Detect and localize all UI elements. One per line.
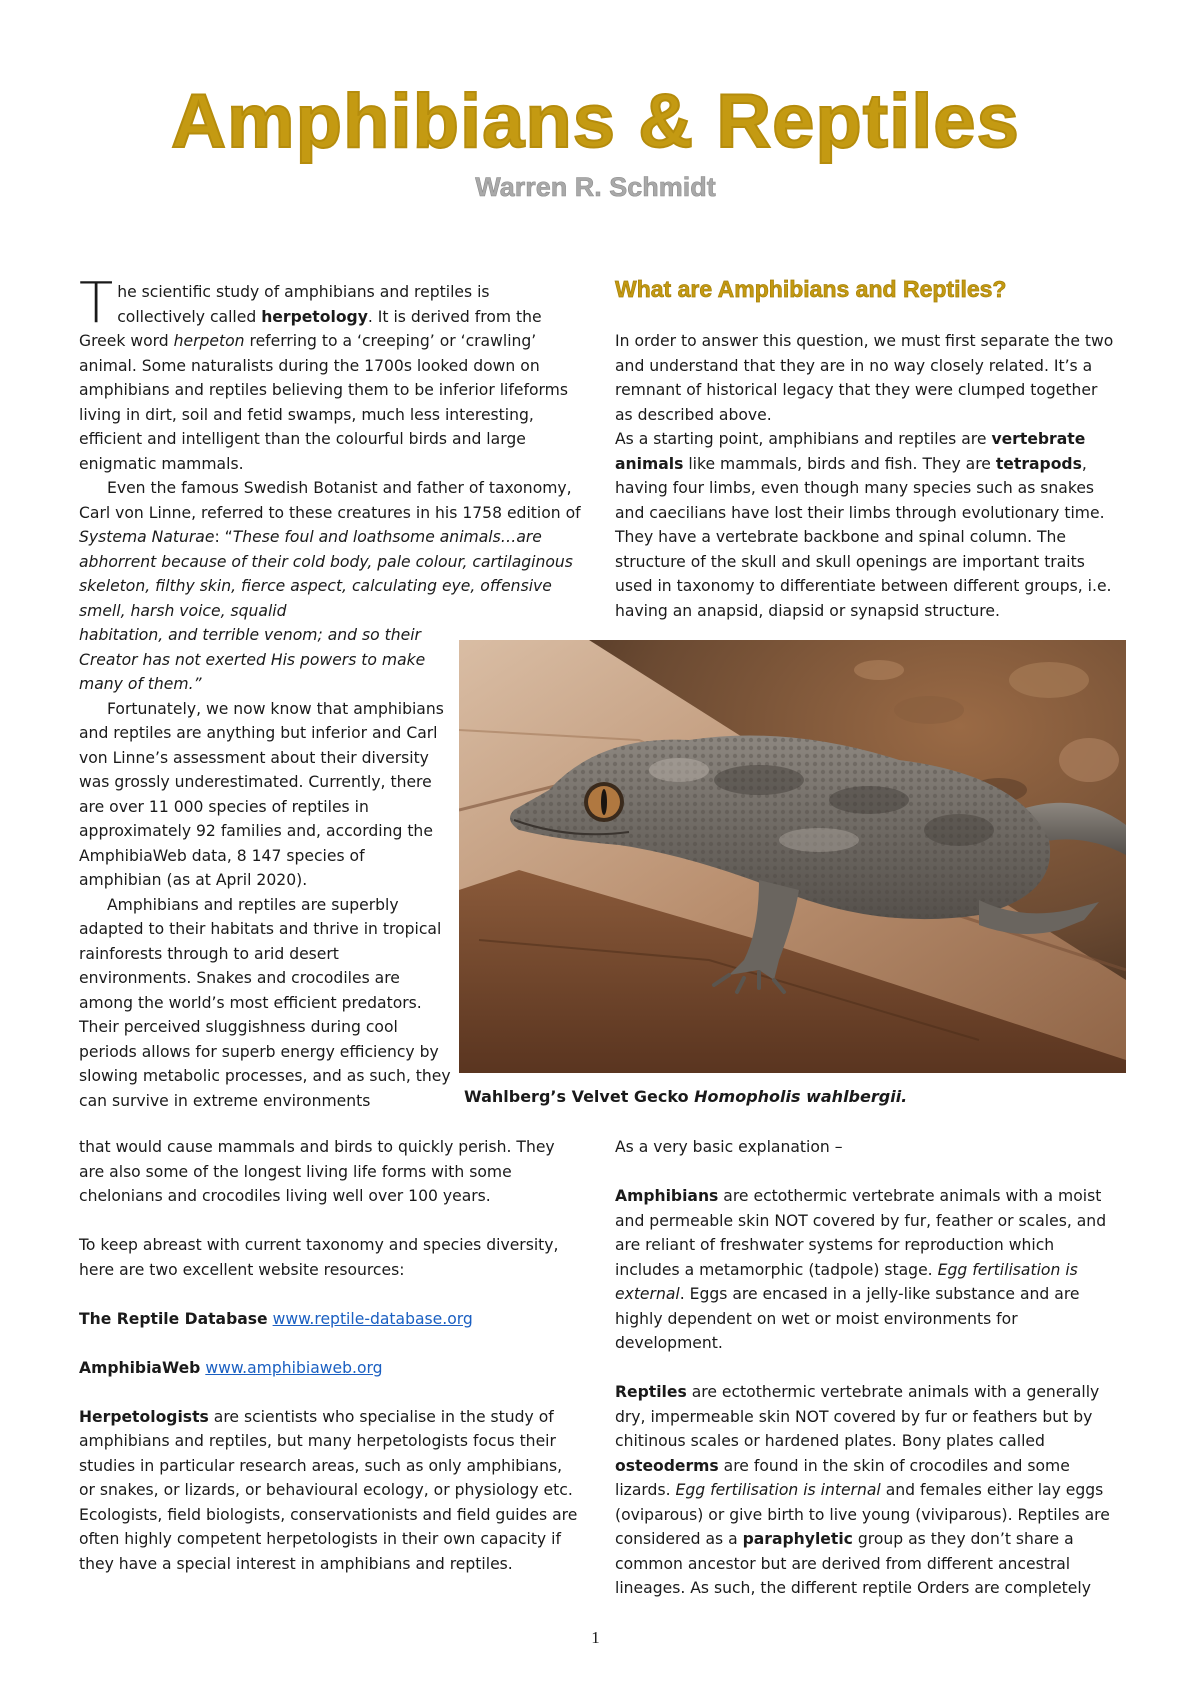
drop-cap: T [79,271,114,336]
diversity-paragraph: Fortunately, we now know that amphibians and reptiles are anything but inferior and Carl von Linne’s assessment about their diversity was grossly underestimated. Currently, there are over 11 000 species of reptiles in approximately 92 families and, according the AmphibiaWeb data, 8 147 species of amphibian (as at April 2020). [79,699,444,889]
page-number: 1 [591,1628,600,1647]
section-heading: What are Amphibians and Reptiles? [615,276,1007,302]
left-column-bottom [79,1135,581,1576]
left-column-narrow [79,623,452,1113]
intro-paragraph: The scientific study of amphibians and reptiles is collectively called herpetology. It is derived from the Greek word herpeton referring to a ‘creeping’ or ‘crawling’ animal. Some naturalists during the 1700s looked down on amphibians and reptiles believing them to be inferior lifeforms living in dirt, soil and fetid swamps, much less interesting, efficient and intelligent than the colourful birds and large enigmatic mammals. [79,271,568,473]
left-column-top [79,271,581,623]
resource-reptile-database: The Reptile Database www.reptile-database.org [79,1309,473,1328]
resources-intro: To keep abreast with current taxonomy and species diversity, here are two excellent website resources: [79,1236,559,1279]
author-byline: Warren R. Schmidt [475,172,716,202]
herpetologists-paragraph: Herpetologists are scientists who specialise in the study of amphibians and reptiles, but many herpetologists focus their studies in particular research areas, such as only amphibians, or snakes, or lizards, or behavioural ecology, or physiology etc. Ecologists, field biologists, conservationists and field guides are often highly competent herpetologists in their own capacity if they have a special interest in amphibians and reptiles. [79,1407,578,1573]
linne-paragraph: Even the famous Swedish Botanist and father of taxonomy, Carl von Linne, referred to these creatures in his 1758 edition of Systema Naturae: “These foul and loathsome animals…are abhorrent because of their cold body, pale colour, cartilaginous skeleton, filthy skin, fierce aspect, calculating eye, offensive smell, harsh voice, squalid [79,479,581,620]
reptiles-definition: Reptiles are ectothermic vertebrate animals with a generally dry, impermeable skin NOT covered by fur or feathers but by chitinous scales or hardened plates. Bony plates called osteoderms are found in the skin of crocodiles and some lizards. Egg fertilisation is internal and females either lay eggs (oviparous) or give birth to live young (viviparous). Reptiles are considered as a paraphyletic group as they don’t share a common ancestor but are derived from different ancestral lineages. As such, the different reptile Orders are completely [615,1383,1110,1597]
amphibiaweb-link[interactable]: www.amphibiaweb.org [205,1358,383,1377]
amphibians-definition: Amphibians are ectothermic vertebrate animals with a moist and permeable skin NOT covered by fur, feather or scales, and are reliant of freshwater systems for reproduction which includes a metamorphic (tadpole) stage. Egg fertilisation is external. Eggs are encased in a jelly-like substance and are highly dependent on wet or moist environments for development. [615,1187,1107,1352]
photo-caption: Wahlberg’s Velvet Gecko Homopholis wahlbergii. [464,1087,908,1106]
separation-paragraph: In order to answer this question, we must first separate the two and understand that they are in no way closely related. It’s a remnant of historical legacy that they were clumped together as described above. [615,332,1114,424]
basic-explanation-intro: As a very basic explanation – [615,1138,843,1156]
page-title: Amphibians & Reptiles [171,79,1020,164]
linne-quote-end: habitation, and terrible venom; and so their Creator has not exerted His powers to make many of them.” [79,626,426,693]
adaptation-paragraph-end: that would cause mammals and birds to quickly perish. They are also some of the longest living life forms with some chelonians and crocodiles living well over 100 years. [79,1138,555,1205]
vertebrate-paragraph: As a starting point, amphibians and reptiles are vertebrate animals like mammals, birds and fish. They are tetrapods, having four limbs, even though many species such as snakes and caecilians have lost their limbs through evolutionary time. They have a vertebrate backbone and spinal column. The structure of the skull and skull openings are important traits used in taxonomy to differentiate between different groups, i.e. having an anapsid, diapsid or synapsid structure. [615,430,1112,620]
adaptation-paragraph: Amphibians and reptiles are superbly adapted to their habitats and thrive in tropical rainforests through to arid desert environments. Snakes and crocodiles are among the world’s most efficient predators. Their perceived sluggishness during cool periods allows for superb energy efficiency by slowing metabolic processes, and as such, they can survive in extreme environments [79,895,451,1110]
gecko-photo [459,640,1126,1073]
reptile-database-link[interactable]: www.reptile-database.org [272,1309,473,1328]
gecko-illustration [459,640,1126,1073]
right-column-bottom [615,1135,1115,1601]
resource-amphibiaweb: AmphibiaWeb www.amphibiaweb.org [79,1358,383,1377]
right-column-top [615,329,1115,623]
